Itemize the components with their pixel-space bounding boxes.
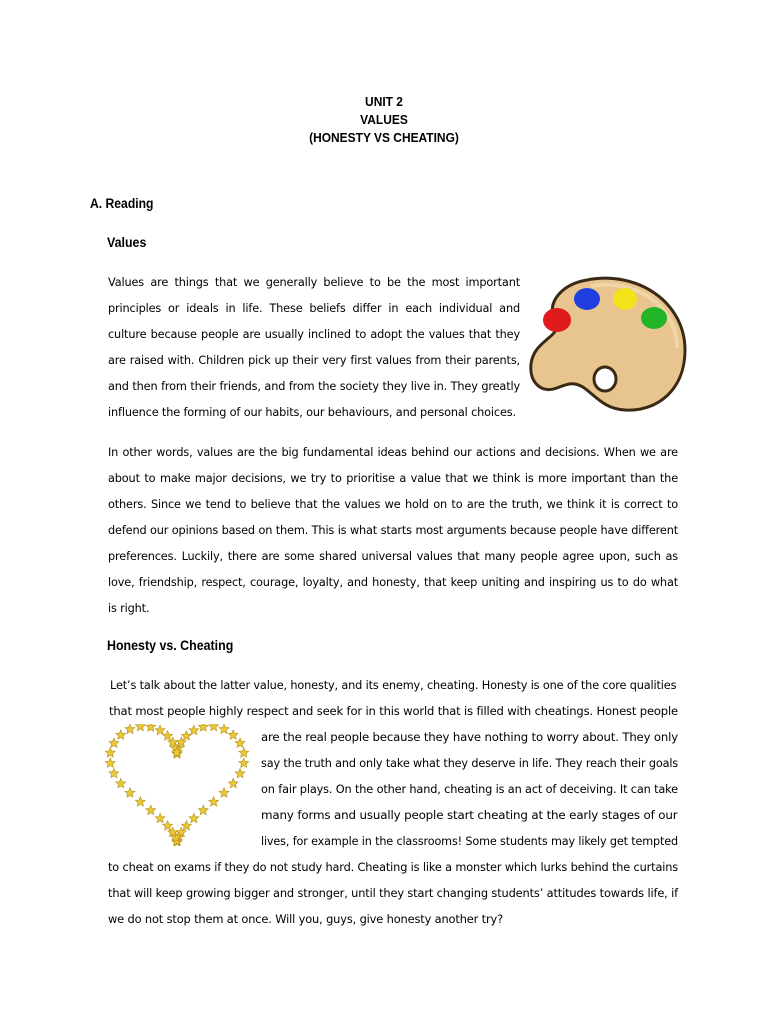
values-paragraph-1-text: Values are things that we generally believe to be the most important principles or ideals in life. These beliefs differ in each individual and culture because people are usually inclined to adopt the values that they are raised with. Children pick up their very first values from their parents, and then from their friends, and from the society they live in. They greatly influence the forming of our habits, our behaviours, and personal choices. <box>108 276 520 419</box>
heart-star <box>219 788 229 797</box>
heart-star <box>155 813 165 822</box>
honesty-line-1: Let’s talk about the latter value, honesty, and its enemy, cheating. Honesty is one of the core qualities <box>110 679 677 692</box>
honesty-line-8: to cheat on exams if they do not study hard. Cheating is like a monster which lurks behind the curtains <box>108 861 679 874</box>
heart-star <box>219 724 229 733</box>
heart-star <box>189 725 199 734</box>
heart-star <box>116 778 126 787</box>
heart-star <box>146 805 156 814</box>
heart-star <box>209 797 219 806</box>
values-paragraph-2 <box>108 440 678 622</box>
heart-star <box>209 724 219 731</box>
heart-star <box>105 758 115 767</box>
heart-star <box>125 788 135 797</box>
heart-star <box>239 748 249 757</box>
heart-star <box>146 724 156 731</box>
heart-star <box>163 731 173 740</box>
honesty-line-4: say the truth and only take what they deserve in life. They reach their goals <box>261 757 678 770</box>
values-paragraph-2-text: In other words, values are the big fundamental ideas behind our actions and decisions. When we are about to make major decisions, we try to prioritise a value that we think is more important than the others. Since we tend to believe that the values we hold on to are the truth, we think it is correct to defend our opinions based on them. This is what starts most arguments because people have different preferences. Luckily, there are some shared universal values that many people agree upon, such as love, friendship, respect, courage, loyalty, and honesty, that keep uniting and inspiring us to do what is right. <box>108 446 678 615</box>
heart-star <box>198 724 208 731</box>
honesty-line-3: are the real people because they have nothing to worry about. They only <box>261 731 678 744</box>
heart-star <box>109 768 119 777</box>
values-heading: Values <box>107 235 147 250</box>
heart-star <box>181 821 191 830</box>
honesty-line-9: that will keep growing bigger and stronger, until they start changing students’ attitudes towards life, if <box>108 887 678 900</box>
heart-star <box>125 724 135 733</box>
heart-star <box>228 730 238 739</box>
heart-star <box>116 730 126 739</box>
unit-label: UNIT 2 <box>365 94 403 109</box>
section-heading-reading: A. Reading <box>90 196 154 211</box>
heart-star <box>135 797 145 806</box>
subtitle-label: (HONESTY VS CHEATING) <box>309 130 459 145</box>
heart-star <box>189 813 199 822</box>
heart-star <box>105 748 115 757</box>
heart-star <box>198 805 208 814</box>
honesty-heading: Honesty vs. Cheating <box>107 638 234 653</box>
heart-star <box>181 731 191 740</box>
honesty-line-5: on fair plays. On the other hand, cheating is an act of deceiving. It can take <box>261 783 678 796</box>
star-heart-icon <box>104 724 250 846</box>
values-paragraph-1 <box>108 270 520 426</box>
heart-star <box>155 725 165 734</box>
heart-star <box>228 778 238 787</box>
heart-star <box>135 724 145 731</box>
paint-palette-icon <box>527 272 687 417</box>
honesty-line-6: many forms and usually people start cheating at the early stages of our <box>261 809 678 822</box>
honesty-line-7: lives, for example in the classrooms! Some students may likely get tempted <box>261 835 678 848</box>
honesty-line-2: that most people highly respect and seek for in this world that is filled with cheatings. Honest people <box>109 705 678 718</box>
heart-star <box>235 768 245 777</box>
document-title <box>31 93 738 147</box>
honesty-line-10: we do not stop them at once. Will you, guys, give honesty another try? <box>108 913 503 926</box>
heart-star <box>239 758 249 767</box>
topic-label: VALUES <box>360 112 408 127</box>
heart-star <box>163 821 173 830</box>
